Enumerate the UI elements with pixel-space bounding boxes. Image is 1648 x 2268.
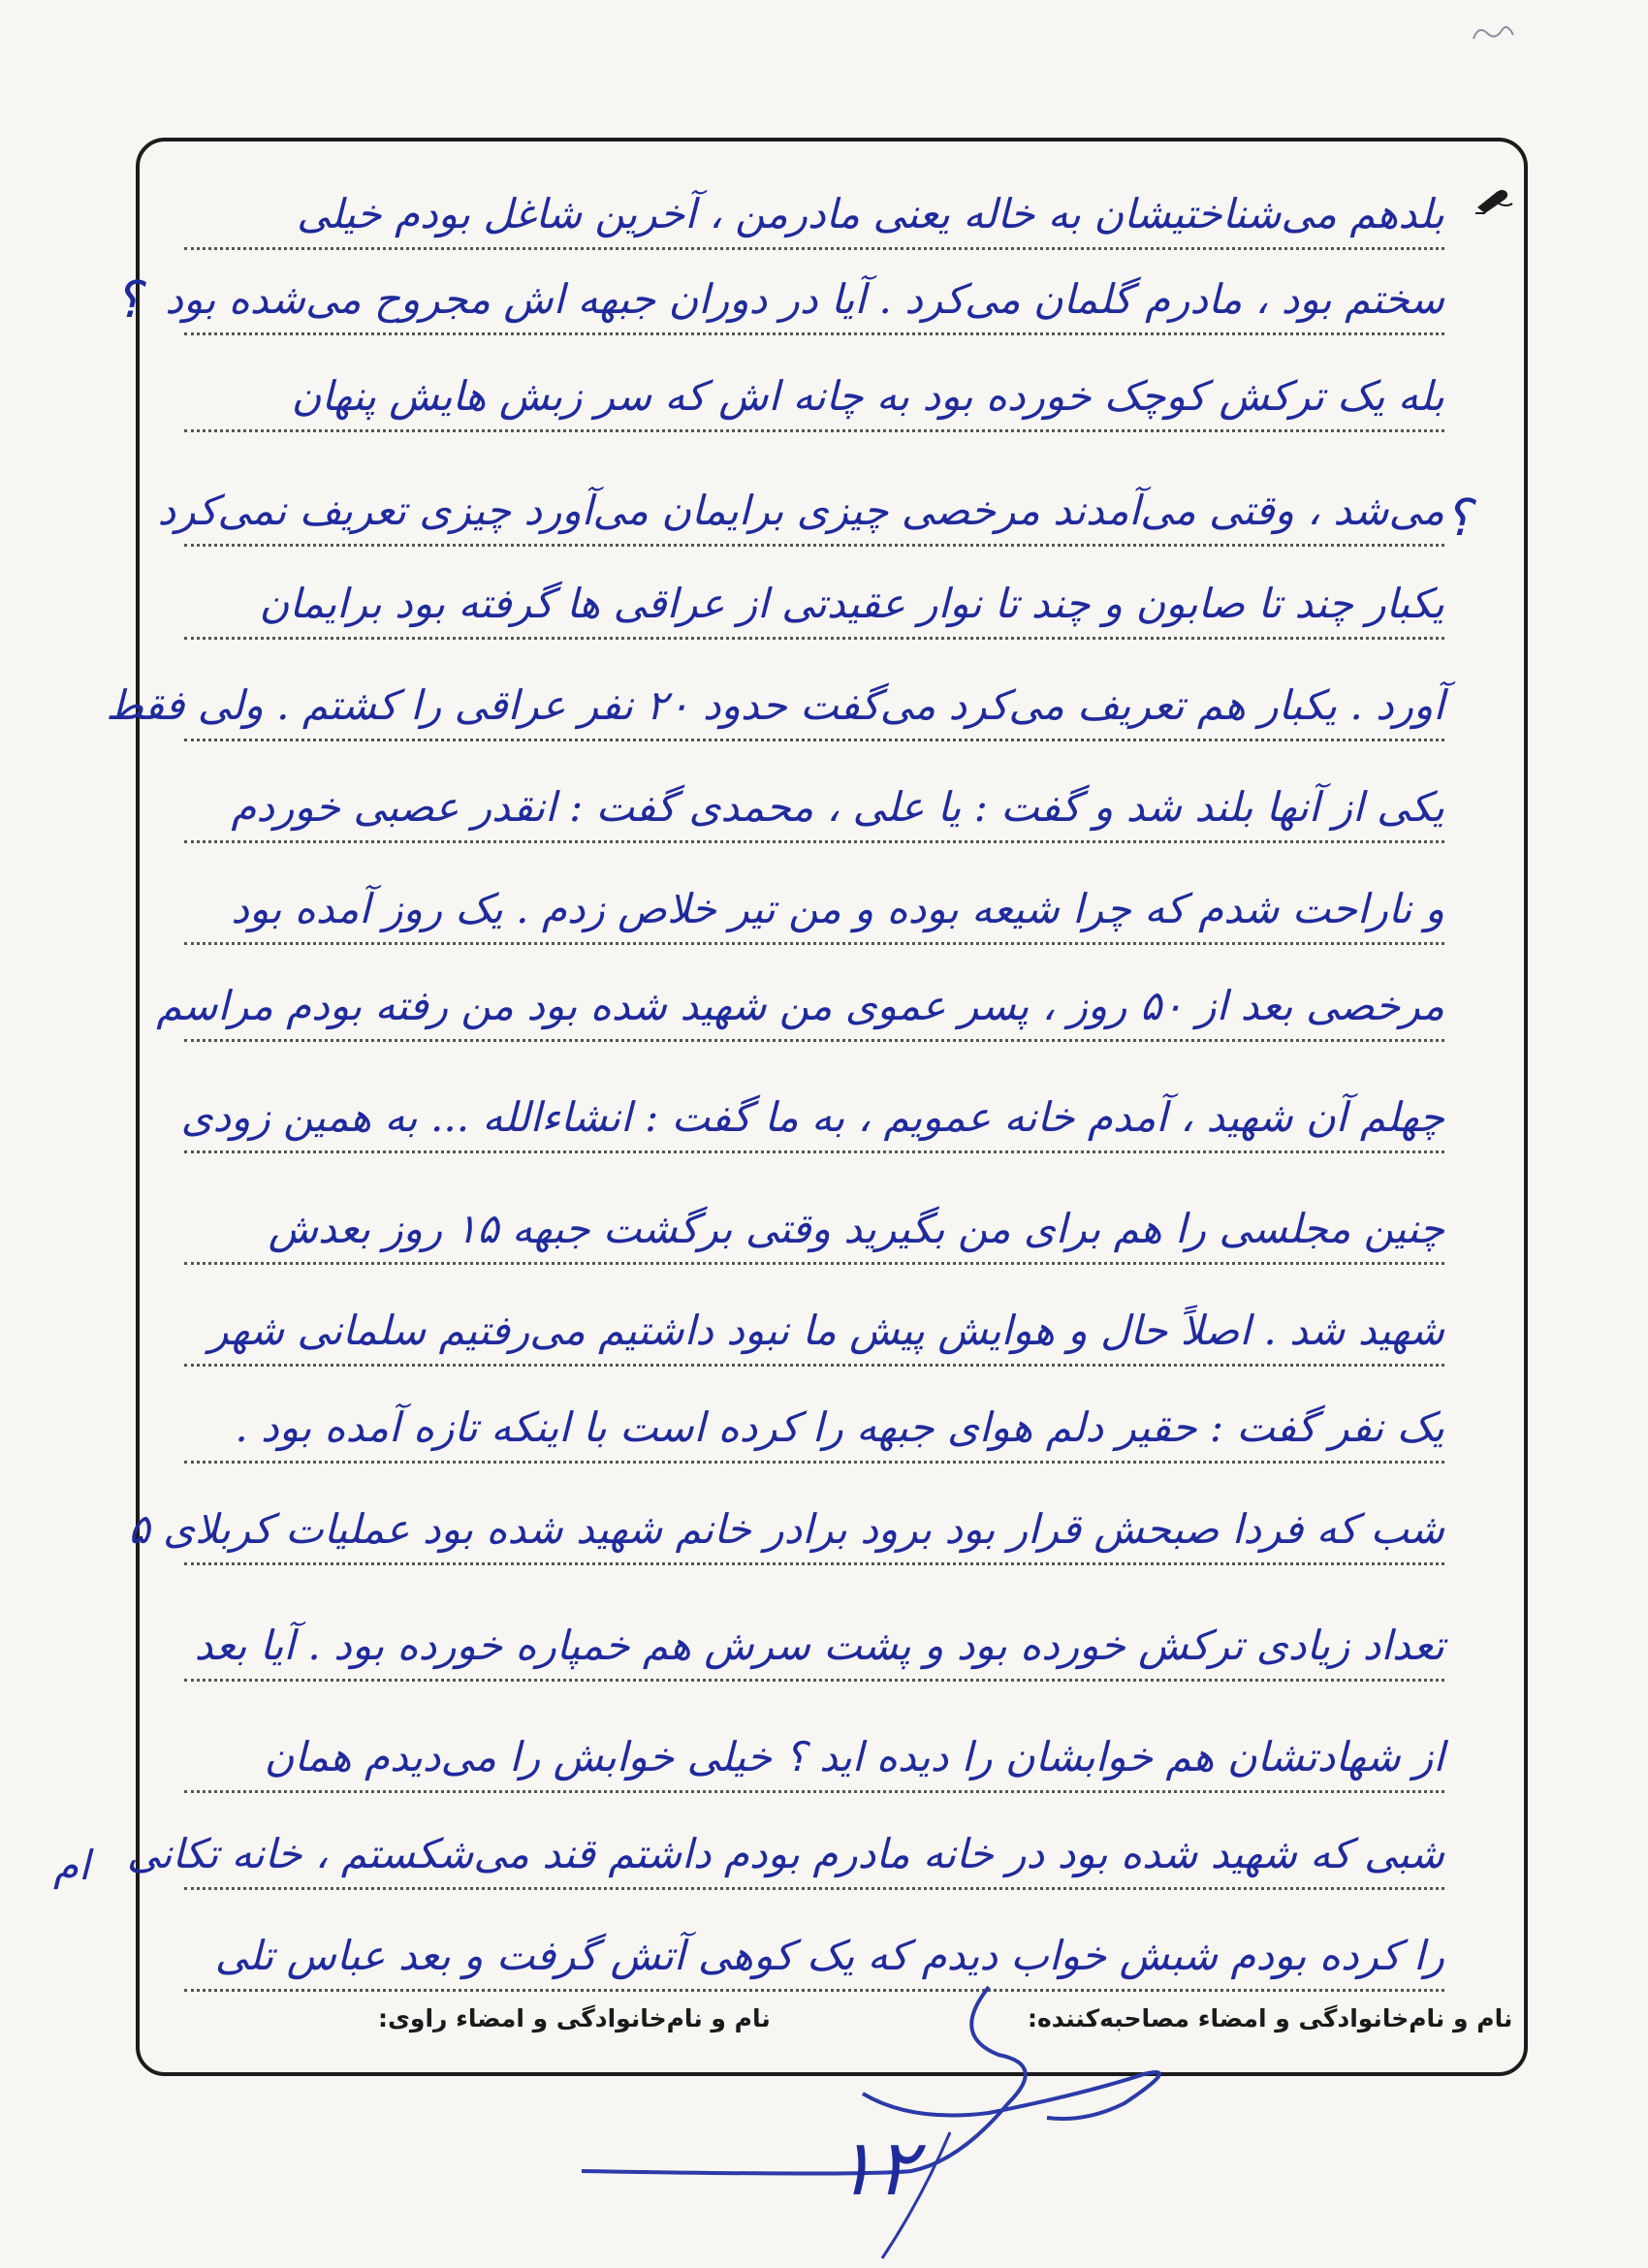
- text-line: [184, 1386, 1444, 1464]
- narrator-signature-label: نام و نام‌خانوادگی و امضاء راوی:: [378, 2004, 771, 2032]
- text-line: [184, 1604, 1444, 1682]
- handwritten-text: چهلم آن شهید ، آمدم خانه عمویم ، به ما گفت : انشاءالله ... به همین زودی: [180, 1093, 1444, 1141]
- pen-writing-icon: [1474, 186, 1514, 215]
- text-line: [128, 1488, 1444, 1565]
- text-line: [184, 562, 1444, 640]
- text-line: [184, 867, 1444, 945]
- page-number: ۱۲: [834, 2123, 917, 2213]
- handwritten-text: تعداد زیادی ترکش خورده بود و پشت سرش هم خمپاره خورده بود . آیا بعد: [194, 1622, 1444, 1669]
- text-line: [165, 258, 1444, 335]
- text-line: [184, 1289, 1444, 1367]
- corner-scribble-icon: [1469, 19, 1517, 48]
- text-line: [184, 355, 1444, 432]
- handwritten-text: شب که فردا صبحش قرار بود برود برادر خانم شهید شده بود عملیات کربلای ۵: [128, 1505, 1444, 1553]
- interviewer-signature-label: نام و نام‌خانوادگی و امضاء مصاحبه‌کننده:: [1028, 2004, 1513, 2032]
- text-line: [184, 1187, 1444, 1265]
- text-line: [184, 766, 1444, 843]
- question-mark: ؟: [1444, 489, 1472, 548]
- handwritten-text: را کرده بودم شبش خواب دیدم که یک کوهی آتش گرفت و بعد عباس تلی: [214, 1932, 1444, 1979]
- handwritten-text: شهید شد . اصلاً حال و هوایش پیش ما نبود داشتیم می‌رفتیم سلمانی شهر: [208, 1307, 1444, 1354]
- text-line: [157, 469, 1444, 547]
- text-line: [106, 664, 1444, 741]
- text-line: [184, 1716, 1444, 1793]
- handwritten-text: و ناراحت شدم که چرا شیعه بوده و من تیر خلاص زدم . یک روز آمده بود: [231, 885, 1444, 932]
- handwritten-text: یک نفر گفت : حقیر دلم هوای جبهه را کرده است با اینکه تازه آمده بود .: [235, 1403, 1444, 1451]
- text-line: [184, 173, 1444, 250]
- handwritten-text: شبی که شهید شده بود در خانه مادرم بودم داشتم قند می‌شکستم ، خانه تکانی: [126, 1830, 1444, 1877]
- handwritten-text: از شهادتشان هم خوابشان را دیده اید ؟ خیلی خوابش را می‌دیدم همان: [264, 1733, 1444, 1780]
- margin-note: ام: [53, 1842, 90, 1889]
- handwritten-text: بله یک ترکش کوچک خورده بود به چانه اش که سر زبش هایش پنهان: [291, 372, 1444, 420]
- handwritten-text: چنین مجلسی را هم برای من بگیرید وقتی برگشت جبهه ۱۵ روز بعدش: [268, 1205, 1444, 1252]
- handwritten-text: یکبار چند تا صابون و چند تا نوار عقیدتی از عراقی ها گرفته بود برایمان: [259, 580, 1444, 627]
- handwritten-text: سختم بود ، مادرم گلمان می‌کرد . آیا در دوران جبهه اش مجروح می‌شده بود: [165, 275, 1444, 323]
- handwritten-text: یکی از آنها بلند شد و گفت : یا علی ، محمدی گفت : انقدر عصبی خوردم: [231, 783, 1444, 831]
- text-line: [180, 1076, 1444, 1153]
- question-mark: ؟: [114, 271, 142, 330]
- text-line: [126, 1812, 1444, 1890]
- handwritten-text: می‌شد ، وقتی می‌آمدند مرخصی چیزی برایمان می‌آورد چیزی تعریف نمی‌کرد: [157, 487, 1444, 534]
- handwritten-text: بلدهم می‌شناختیشان به خاله یعنی مادرمن ، آخرین شاغل بودم خیلی: [297, 190, 1444, 237]
- handwritten-text: مرخصی بعد از ۵۰ روز ، پسر عموی من شهید شده بود من رفته بودم مراسم: [156, 982, 1444, 1029]
- handwritten-text: آورد . یکبار هم تعریف می‌کرد می‌گفت حدود ۲۰ نفر عراقی را کشتم . ولی فقط: [106, 681, 1444, 729]
- text-line: [156, 964, 1444, 1042]
